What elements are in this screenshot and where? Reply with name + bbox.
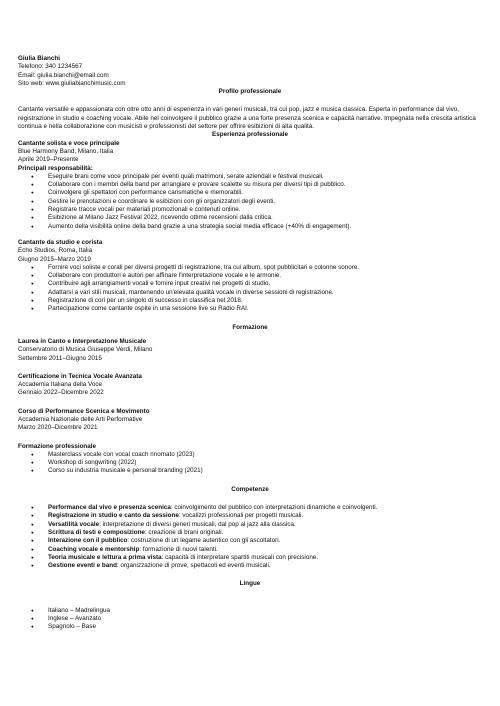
- contact-header: [18, 55, 482, 88]
- profile-text: Cantante versatile e appassionata con oltre otto anni di esperienza in vari generi musicali, tra cui pop, jazz e musica classica. Esperta in performance dal vivo, registrazione in studio e coaching vocale. Abile nel coinvolgere il pubblico grazie a una forte presenza scenica e capacità narrative. Impegnata nella crescita artistica continua e nella collaborazione con musicisti e professionisti del settore per offrire esibizioni di alta qualità.: [18, 106, 476, 131]
- list-item: [18, 504, 482, 512]
- spacer: [18, 231, 482, 239]
- list-item: ● Corso su industria musicale e personal branding (2021): [18, 467, 482, 475]
- list-item: ● Esibizione al Milano Jazz Festival 2022, ricevendo ottime recensioni dalla critica.: [18, 214, 482, 222]
- skill-label: Gestione eventi e band: [48, 562, 117, 570]
- list-item: [18, 554, 482, 562]
- list-item: ● Inglese – Avanzato: [18, 615, 482, 623]
- job-company: Echo Studios, Roma, Italia: [18, 247, 93, 255]
- list-item: ● Collaborare con produttori e autori per affinare l'interpretazione vocale e le armonie.: [18, 272, 482, 280]
- school-name: Accademia Nazionale delle Arti Performative: [18, 415, 143, 423]
- list-item: ● Adattarsi a vari stili musicali, mantenendo un'elevata qualità vocale in diverse sessioni di registrazione.: [18, 289, 482, 297]
- degree-name: Laurea in Canto e Interpretazione Musicale: [18, 337, 147, 345]
- training-list: [18, 451, 482, 476]
- list-item: ● Spagnolo – Base: [18, 623, 482, 631]
- profile-heading: Profilo professionale: [218, 88, 282, 96]
- list-item: [18, 521, 482, 529]
- degree-name: Certificazione in Tecnica Vocale Avanzata: [18, 372, 142, 380]
- education-entry-2: [18, 373, 482, 398]
- training-label: Formazione professionale: [18, 442, 97, 450]
- spacer: [18, 476, 482, 486]
- list-item: ● Fornire voci soliste e corali per diversi progetti di registrazione, tra cui album, spot pubblicitari e colonne sonore.: [18, 264, 482, 272]
- skill-text: : creazione di brani originali.: [144, 528, 224, 536]
- spacer: [18, 494, 482, 504]
- job-dates: Aprile 2019–Presente: [18, 156, 79, 164]
- job-company: Blue Harmony Band, Milano, Italia: [18, 147, 114, 155]
- skills-heading: Competenze: [231, 485, 269, 493]
- skill-label: Registrazione in studio e canto da sessione: [48, 512, 179, 520]
- study-dates: Gennaio 2022–Dicembre 2022: [18, 389, 104, 397]
- experience-heading: Esperienza professionale: [212, 131, 288, 139]
- list-item: [18, 529, 482, 537]
- spacer: [18, 589, 482, 607]
- skill-label: Interazione con il pubblico: [48, 537, 128, 545]
- job-role: Cantante solista e voce principale: [18, 139, 120, 147]
- email-line: Email: giulia.bianchi@email.com: [18, 71, 109, 79]
- skill-label: Coaching vocale e mentorship: [48, 545, 140, 553]
- list-item: ● Workshop di songwriting (2022): [18, 459, 482, 467]
- spacer: [18, 363, 482, 373]
- job-2-list: [18, 264, 482, 314]
- phone-line: Telefono: 340 1234567: [18, 63, 83, 71]
- skill-label: Scrittura di testi e composizione: [48, 528, 145, 536]
- skill-text: : organizzazione di prove, spettacoli ed eventi musicali.: [116, 562, 271, 570]
- candidate-name: Giulia Bianchi: [18, 55, 60, 62]
- skill-text: : interpretazione di diversi generi musicali, dal pop al jazz alla classica.: [99, 520, 296, 528]
- languages-heading: Lingue: [239, 580, 261, 588]
- spacer: [18, 433, 482, 443]
- school-name: Accademia Italiana della Voce: [18, 381, 103, 389]
- spacer: [18, 570, 482, 580]
- skills-list: [18, 504, 482, 570]
- skill-label: Performance dal vivo e presenza scenica: [48, 504, 171, 512]
- list-item: ● Eseguire brani come voce principale per eventi quali matrimoni, serate aziendali e festival musicali.: [18, 173, 482, 181]
- list-item: ● Masterclass vocale con vocal coach rinomato (2023): [18, 451, 482, 459]
- education-entry-1: [18, 338, 482, 363]
- job-1: [18, 140, 482, 231]
- spacer: [18, 314, 482, 324]
- list-item: ● Registrare tracce vocali per materiali promozionali e contenuti online.: [18, 206, 482, 214]
- list-item: [18, 512, 482, 520]
- degree-name: Corso di Performance Scenica e Movimento: [18, 407, 150, 415]
- job-dates: Giugno 2015–Marzo 2019: [18, 255, 91, 263]
- list-item: ● Registrazione di cori per un singolo di successo in classifica nel 2018.: [18, 297, 482, 305]
- spacer: [18, 96, 482, 106]
- skill-text: : capacità di interpretare spartiti musicali con precisione.: [161, 553, 319, 561]
- list-item: ● Contribuire agli arrangiamenti vocali e fornire input creativi nei progetti di studio.: [18, 280, 482, 288]
- job-2: [18, 239, 482, 314]
- website-line: Sito web: www.giuliabianchimusic.com: [18, 79, 126, 87]
- list-item: ● Aumento della visibilità online della band grazie a una strategia social media efficace (+40% di engagement).: [18, 223, 482, 231]
- skill-text: : vocalizzi professionali per progetti musicali.: [178, 512, 304, 520]
- skill-label: Versatilità vocale: [48, 520, 100, 528]
- skill-text: : coinvolgimento del pubblico con interpretazioni dinamiche e coinvolgenti.: [170, 504, 378, 512]
- list-item: [18, 546, 482, 554]
- school-name: Conservatorio di Musica Giuseppe Verdi, Milano: [18, 346, 153, 354]
- list-item: ● Coinvolgere gli spettatori con performance carismatiche e memorabili.: [18, 189, 482, 197]
- education-entry-3: [18, 408, 482, 433]
- languages-list: [18, 607, 482, 632]
- list-item: ● Collaborare con i membri della band per arrangiare e provare scalette su misura per diversi tipi di pubblico.: [18, 181, 482, 189]
- study-dates: Settembre 2011–Giugno 2015: [18, 354, 102, 362]
- education-heading: Formazione: [232, 323, 268, 331]
- list-item: [18, 562, 482, 570]
- job-role: Cantante da studio e corista: [18, 238, 103, 246]
- spacer: [18, 398, 482, 408]
- skill-text: : formazione di nuovi talenti.: [139, 545, 218, 553]
- skill-text: : costruzione di un legame autentico con gli ascoltatori.: [127, 537, 281, 545]
- skill-label: Teoria musicale e lettura a prima vista: [48, 553, 162, 561]
- list-item: ● Partecipazione come cantante ospite in una sessione live su Radio RAI.: [18, 305, 482, 313]
- job-1-list: [18, 173, 482, 231]
- study-dates: Marzo 2020–Dicembre 2021: [18, 424, 98, 432]
- list-item: ● Italiano – Madrelingua: [18, 607, 482, 615]
- job-resp-label: Principali responsabilità:: [18, 164, 93, 172]
- list-item: ● Gestire le prenotazioni e coordinare le esibizioni con gli organizzatori degli eventi.: [18, 198, 482, 206]
- professional-training: [18, 443, 482, 476]
- list-item: [18, 537, 482, 545]
